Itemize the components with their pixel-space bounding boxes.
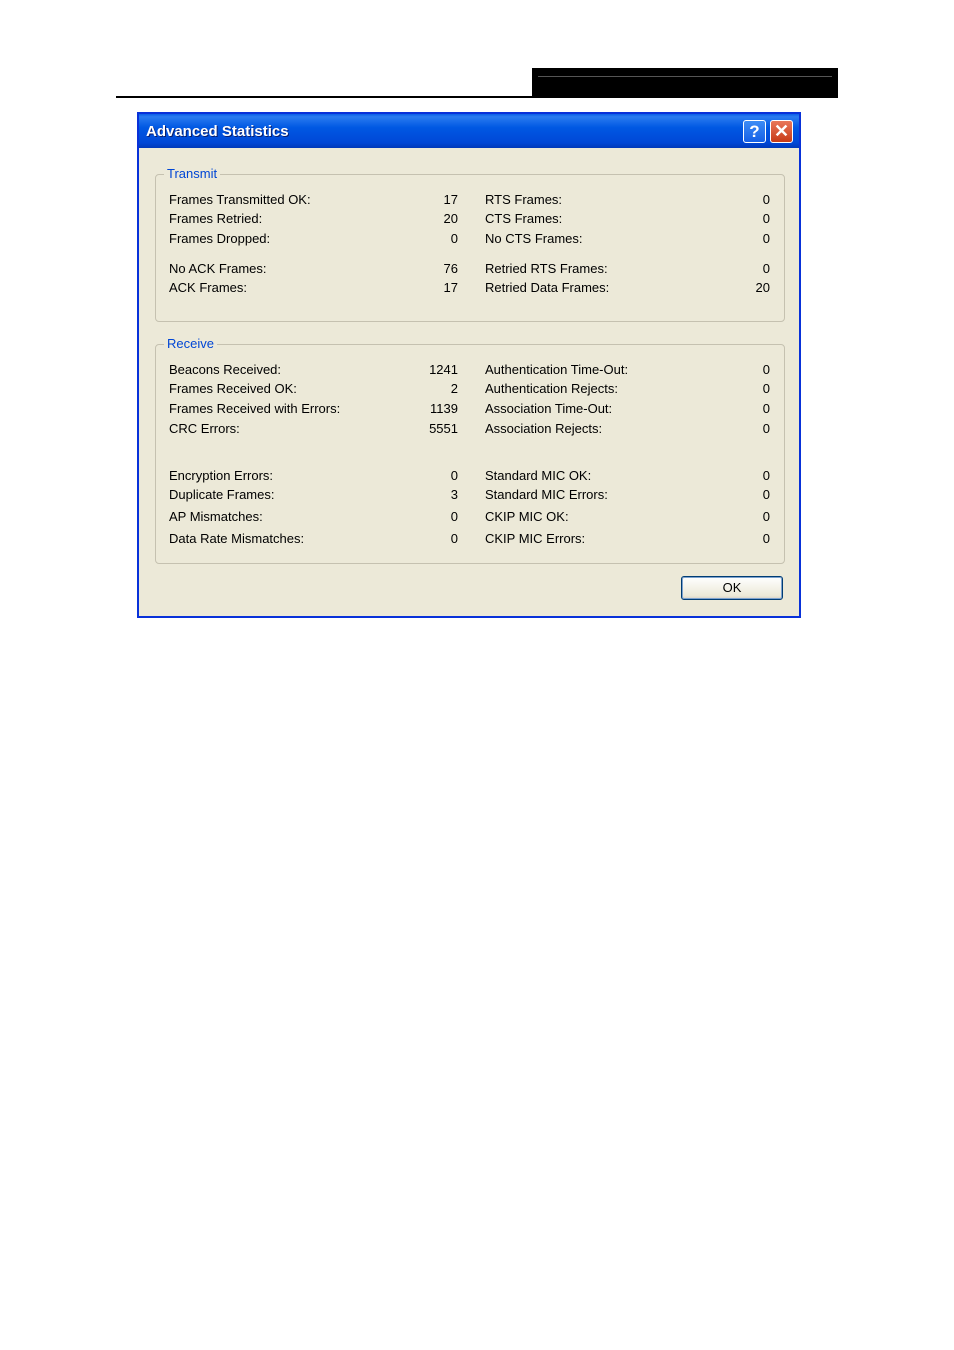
stat-label: Encryption Errors: <box>169 468 274 483</box>
stat-value: 0 <box>762 231 770 246</box>
advanced-statistics-dialog <box>137 112 801 618</box>
stat-label: Duplicate Frames: <box>169 487 275 502</box>
stat-value: 0 <box>762 421 770 436</box>
stat-value: 0 <box>762 362 770 377</box>
stat-label: Standard MIC Errors: <box>485 487 608 502</box>
stat-label: Association Rejects: <box>485 421 603 436</box>
stat-value: 0 <box>762 211 770 226</box>
stat-value: 2 <box>450 381 458 396</box>
stat-label: CKIP MIC Errors: <box>485 531 586 546</box>
stat-value: 0 <box>762 192 770 207</box>
stat-value: 0 <box>450 531 458 546</box>
stat-label: Retried RTS Frames: <box>485 261 608 276</box>
stat-value: 0 <box>450 468 458 483</box>
stat-value: 3 <box>450 487 458 502</box>
stat-label: Frames Received with Errors: <box>169 401 341 416</box>
stat-label: Frames Transmitted OK: <box>169 192 311 207</box>
header-bar-line <box>538 76 832 77</box>
stat-label: Frames Retried: <box>169 211 263 226</box>
help-button[interactable] <box>743 120 766 143</box>
stat-value: 76 <box>443 261 458 276</box>
stat-value: 17 <box>443 192 458 207</box>
stat-label: Beacons Received: <box>169 362 282 377</box>
stat-value: 0 <box>762 487 770 502</box>
close-button[interactable] <box>770 120 793 143</box>
help-icon: ? <box>749 122 760 141</box>
stat-value: 0 <box>762 261 770 276</box>
stat-value: 1241 <box>429 362 458 377</box>
stat-label: AP Mismatches: <box>169 509 263 524</box>
stat-label: Frames Dropped: <box>169 231 271 246</box>
stat-label: CKIP MIC OK: <box>485 509 569 524</box>
document-header-rule <box>116 96 838 98</box>
transmit-group <box>155 166 785 322</box>
stat-value: 0 <box>450 509 458 524</box>
stat-label: No ACK Frames: <box>169 261 267 276</box>
stat-label: CRC Errors: <box>169 421 240 436</box>
stat-label: Association Time-Out: <box>485 401 613 416</box>
ok-button[interactable]: OK <box>681 576 783 600</box>
receive-legend: Receive <box>164 336 217 351</box>
stat-value: 1139 <box>430 401 458 416</box>
stat-label: Retried Data Frames: <box>485 280 610 295</box>
stat-label: Authentication Time-Out: <box>485 362 629 377</box>
stat-label: Authentication Rejects: <box>485 381 618 396</box>
close-icon: ✕ <box>773 121 790 141</box>
stat-value: 5551 <box>429 421 458 436</box>
stat-value: 17 <box>443 280 458 295</box>
stat-value: 0 <box>762 381 770 396</box>
title-bar[interactable] <box>139 114 799 148</box>
stat-value: 0 <box>450 231 458 246</box>
stat-value: 20 <box>443 211 458 226</box>
stat-label: Standard MIC OK: <box>485 468 592 483</box>
receive-group <box>155 336 785 564</box>
stat-label: CTS Frames: <box>485 211 563 226</box>
document-header-bar <box>532 68 838 98</box>
stat-value: 0 <box>762 531 770 546</box>
stat-label: Data Rate Mismatches: <box>169 531 305 546</box>
stat-value: 0 <box>762 401 770 416</box>
stat-label: Frames Received OK: <box>169 381 297 396</box>
stat-label: ACK Frames: <box>169 280 248 295</box>
window-title: Advanced Statistics <box>146 123 289 140</box>
stat-label: RTS Frames: <box>485 192 563 207</box>
stat-value: 0 <box>762 509 770 524</box>
transmit-legend: Transmit <box>164 166 220 181</box>
stat-label: No CTS Frames: <box>485 231 583 246</box>
stat-value: 20 <box>755 280 770 295</box>
stat-value: 0 <box>762 468 770 483</box>
